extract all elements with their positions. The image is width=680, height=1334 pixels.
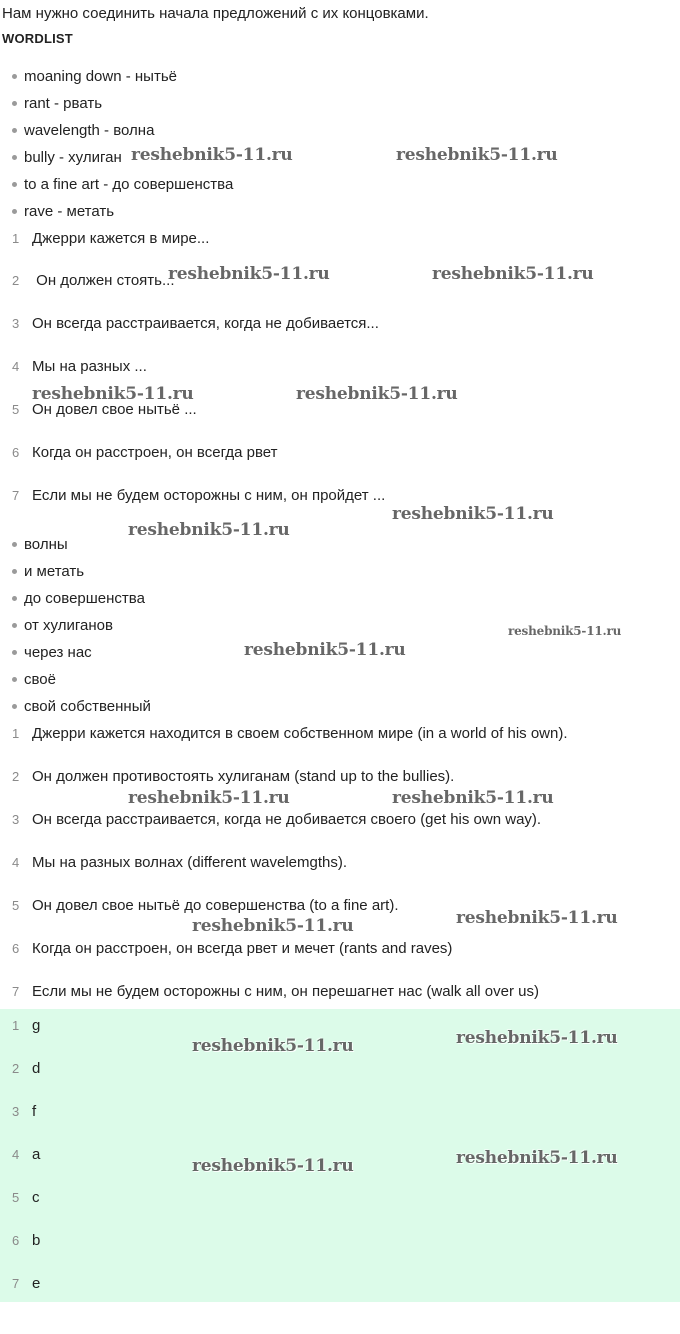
bullet-icon	[12, 182, 17, 187]
answer-item: 4 a	[12, 1146, 41, 1163]
translation-item: 7 Если мы не будем осторожны с ним, он перешагнет нас (walk all over us)	[12, 983, 539, 1000]
intro-text: Нам нужно соединить начала предложений с их концовками.	[2, 5, 429, 22]
watermark: reshebnik5-11.ru	[432, 264, 594, 284]
watermark: reshebnik5-11.ru	[456, 1148, 618, 1168]
translation-item: 3 Он всегда расстраивается, когда не добивается своего (get his own way).	[12, 811, 542, 828]
ending-item: волны	[12, 535, 68, 555]
bullet-icon	[12, 542, 17, 547]
watermark: reshebnik5-11.ru	[168, 264, 330, 284]
beginning-item: 4 Мы на разных ...	[12, 358, 147, 375]
bullet-icon	[12, 128, 17, 133]
answer-item: 6 b	[12, 1232, 41, 1249]
wordlist-title: WORDLIST	[2, 31, 73, 46]
ending-item: до совершенства	[12, 589, 145, 609]
answer-block	[0, 1009, 680, 1302]
wordlist-item: rave - метать	[12, 202, 114, 222]
watermark: reshebnik5-11.ru	[508, 624, 622, 638]
bullet-icon	[12, 569, 17, 574]
watermark: reshebnik5-11.ru	[244, 640, 406, 660]
watermark: reshebnik5-11.ru	[192, 916, 354, 936]
watermark: reshebnik5-11.ru	[392, 788, 554, 808]
bullet-icon	[12, 74, 17, 79]
ending-item: свой собственный	[12, 697, 151, 717]
beginning-item: 3 Он всегда расстраивается, когда не добивается...	[12, 315, 379, 332]
answer-item: 3 f	[12, 1103, 37, 1120]
watermark: reshebnik5-11.ru	[131, 145, 293, 165]
watermark: reshebnik5-11.ru	[192, 1036, 354, 1056]
wordlist-item: moaning down - нытьё	[12, 67, 177, 87]
wordlist-item: bully - хулиган	[12, 148, 122, 168]
beginning-item: 6 Когда он расстроен, он всегда рвет	[12, 444, 278, 461]
wordlist-item: wavelength - волна	[12, 121, 154, 141]
bullet-icon	[12, 101, 17, 106]
watermark: reshebnik5-11.ru	[456, 1028, 618, 1048]
wordlist-item: rant - рвать	[12, 94, 102, 114]
answer-item: 2 d	[12, 1060, 41, 1077]
watermark: reshebnik5-11.ru	[456, 908, 618, 928]
ending-item: через нас	[12, 643, 92, 663]
bullet-icon	[12, 209, 17, 214]
ending-item: от хулиганов	[12, 616, 113, 636]
bullet-icon	[12, 623, 17, 628]
ending-item: и метать	[12, 562, 84, 582]
watermark: reshebnik5-11.ru	[392, 504, 554, 524]
bullet-icon	[12, 677, 17, 682]
answer-item: 1 g	[12, 1017, 41, 1034]
bullet-icon	[12, 596, 17, 601]
watermark: reshebnik5-11.ru	[128, 520, 290, 540]
watermark: reshebnik5-11.ru	[396, 145, 558, 165]
answer-item: 7 e	[12, 1275, 41, 1292]
answer-item: 5 c	[12, 1189, 40, 1206]
wordlist-item: to a fine art - до совершенства	[12, 175, 233, 195]
translation-item: 1 Джерри кажется находится в своем собственном мире (in a world of his own).	[12, 725, 568, 742]
watermark: reshebnik5-11.ru	[32, 384, 194, 404]
beginning-item: 5 Он довел свое нытьё ...	[12, 401, 197, 418]
watermark: reshebnik5-11.ru	[128, 788, 290, 808]
translation-item: 5 Он довел свое нытьё до совершенства (to a fine art).	[12, 897, 399, 914]
beginning-item: 7 Если мы не будем осторожны с ним, он пройдет ...	[12, 487, 386, 504]
bullet-icon	[12, 650, 17, 655]
bullet-icon	[12, 704, 17, 709]
beginning-item: 1 Джерри кажется в мире...	[12, 230, 210, 247]
bullet-icon	[12, 155, 17, 160]
translation-item: 4 Мы на разных волнах (different wavelemgths).	[12, 854, 348, 871]
beginning-item: 2 Он должен стоять...	[12, 272, 175, 289]
ending-item: своё	[12, 670, 56, 690]
translation-item: 2 Он должен противостоять хулиганам (stand up to the bullies).	[12, 768, 455, 785]
watermark: reshebnik5-11.ru	[192, 1156, 354, 1176]
translation-item: 6 Когда он расстроен, он всегда рвет и мечет (rants and raves)	[12, 940, 453, 957]
watermark: reshebnik5-11.ru	[296, 384, 458, 404]
